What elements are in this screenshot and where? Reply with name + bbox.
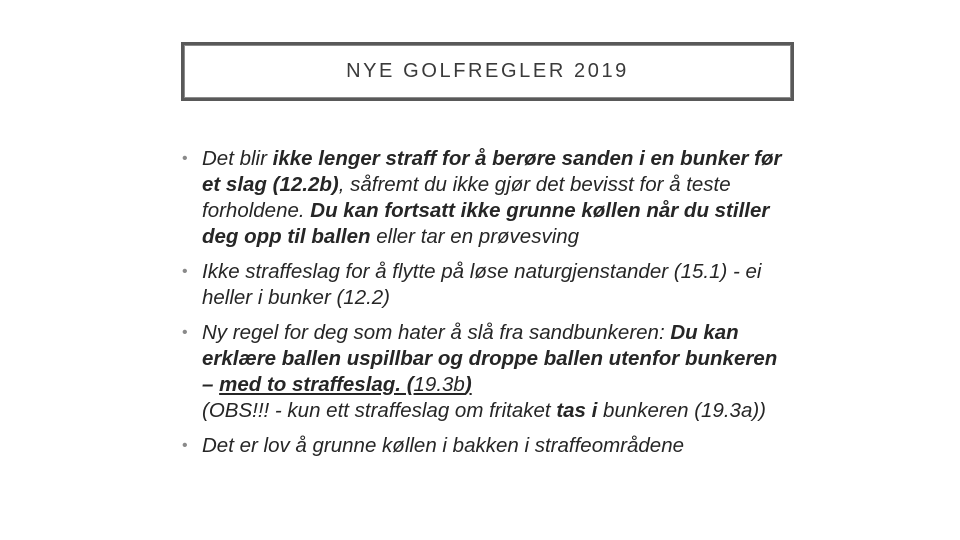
bullet-dot-icon: • <box>182 263 188 280</box>
bullet-text-segment: , såfremt du ikke gjør det bevisst for å teste forholdene. <box>202 173 731 222</box>
bullet-text <box>202 147 782 248</box>
bullet-text-segment: med to straffeslag. ( <box>219 373 414 396</box>
bullet-text-segment: Det er lov å grunne køllen i bakken i straffeområdene <box>202 434 685 457</box>
bullet-item-loose-impediments <box>166 259 786 311</box>
bullet-text-segment: Du kan fortsatt ikke grunne køllen når du stiller deg opp til ballen <box>202 199 770 248</box>
bullet-text-segment: bunkeren (19.3a)) <box>597 399 767 422</box>
bullet-item-unplayable-bunker <box>166 320 786 424</box>
bullet-text-segment: Det blir <box>202 147 273 170</box>
bullet-dot-icon: • <box>182 150 188 167</box>
bullet-dot-icon: • <box>182 324 188 341</box>
bullet-text <box>202 260 761 309</box>
bullet-item-bunker-sand <box>166 146 786 250</box>
slide-title-box <box>181 42 794 101</box>
bullet-dot-icon: • <box>182 437 188 454</box>
bullet-text <box>202 434 684 457</box>
slide-title: NYE GOLFREGLER 2019 <box>346 60 629 82</box>
bullet-text-segment: Ikke straffeslag for å flytte på løse naturgjenstander (15.1) - ei heller i bunker (12.2) <box>202 260 762 309</box>
rules-bullet-list <box>166 146 786 468</box>
bullet-text-segment: eller tar en prøvesving <box>370 225 580 248</box>
bullet-text-segment: ) <box>464 373 472 396</box>
bullet-item-penalty-area-ground <box>166 433 786 459</box>
bullet-text-segment: Ny regel for deg som hater å slå fra sandbunkeren: <box>202 321 671 344</box>
bullet-text <box>202 321 777 422</box>
bullet-text-segment: ikke lenger straff for å berøre sanden i en bunker før et slag (12.2b) <box>202 147 782 196</box>
bullet-text-segment: tas i <box>556 399 598 422</box>
bullet-text-segment: 19.3b <box>413 373 465 396</box>
bullet-text-segment: Du kan erklære ballen uspillbar og droppe ballen utenfor bunkeren – <box>202 321 778 396</box>
bullet-text-segment: (OBS!!! - kun ett straffeslag om fritaket <box>202 399 557 422</box>
